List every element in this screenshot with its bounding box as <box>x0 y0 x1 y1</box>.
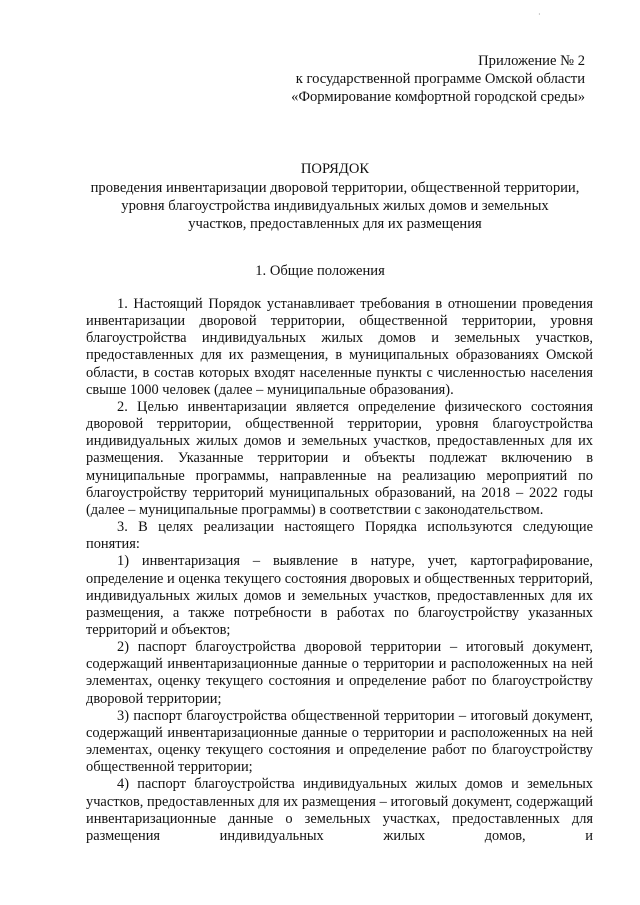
paragraph-definition-2: 2) паспорт благоустройства дворовой территории – итоговый документ, содержащий инвентаризационные данные о территории и расположенных на ней элементах, оценку текущего состояния и определение работ по благоустройству дворовой территории; <box>86 639 593 707</box>
document-title: ПОРЯДОК <box>300 161 370 177</box>
appendix-number: Приложение № 2 <box>478 53 585 69</box>
paragraph-definition-3: 3) паспорт благоустройства общественной территории – итоговый документ, содержащий инвентаризационные данные о территории и расположенных на ней элементах, оценку текущего состояния и определение работ по благоустройству общественной территории; <box>86 707 593 776</box>
document-subtitle-line-3: участков, предоставленных для их размещения <box>188 216 482 232</box>
appendix-program-name: «Формирование комфортной городской среды» <box>291 89 585 105</box>
document-title-block <box>40 160 630 233</box>
appendix-program-reference: к государственной программе Омской области <box>295 71 585 87</box>
document-body <box>86 296 593 845</box>
paragraph-definition-4: 4) паспорт благоустройства индивидуальных жилых домов и земельных участков, предоставленных для их размещения – итоговый документ, содержащий инвентаризационные данные о земельных участках, предоставленных для размещения индивидуальных жилых домов, и <box>86 776 593 844</box>
document-subtitle-line-2: уровня благоустройства индивидуальных жилых домов и земельных <box>121 198 549 214</box>
paragraph-1: 1. Настоящий Порядок устанавливает требования в отношении проведения инвентаризации дворовой территории, общественной территории, уровня благоустройства индивидуальных жилых домов и земельных участков, предоставленных для их размещения, в муниципальных образованиях Омской области, в состав которых входят населенные пункты с численностью населения свыше 1000 человек (далее – муниципальные образования). <box>86 296 593 398</box>
appendix-header <box>291 52 585 106</box>
paragraph-3: 3. В целях реализации настоящего Порядка используются следующие понятия: <box>86 519 593 553</box>
scan-mark: · <box>538 10 541 19</box>
paragraph-definition-1: 1) инвентаризация – выявление в натуре, учет, картографирование, определение и оценка текущего состояния дворовых и общественных территорий, индивидуальных жилых домов и земельных участков, предоставленных для их размещения, а также потребности в работах по благоустройству указанных территорий и объектов; <box>86 553 593 638</box>
section-heading: 1. Общие положения <box>255 263 385 279</box>
document-subtitle-line-1: проведения инвентаризации дворовой территории, общественной территории, <box>90 180 580 196</box>
paragraph-2: 2. Целью инвентаризации является определение физического состояния дворовой территории, общественной территории, уровня благоустройства индивидуальных жилых домов и земельных участков, предоставленных для их размещения. Указанные территории и объекты подлежат включению в муниципальные программы, направленные на реализацию мероприятий по благоустройству территорий муниципальных образований, на 2018 – 2022 годы (далее – муниципальные программы) в соответствии с законодательством. <box>86 398 593 518</box>
